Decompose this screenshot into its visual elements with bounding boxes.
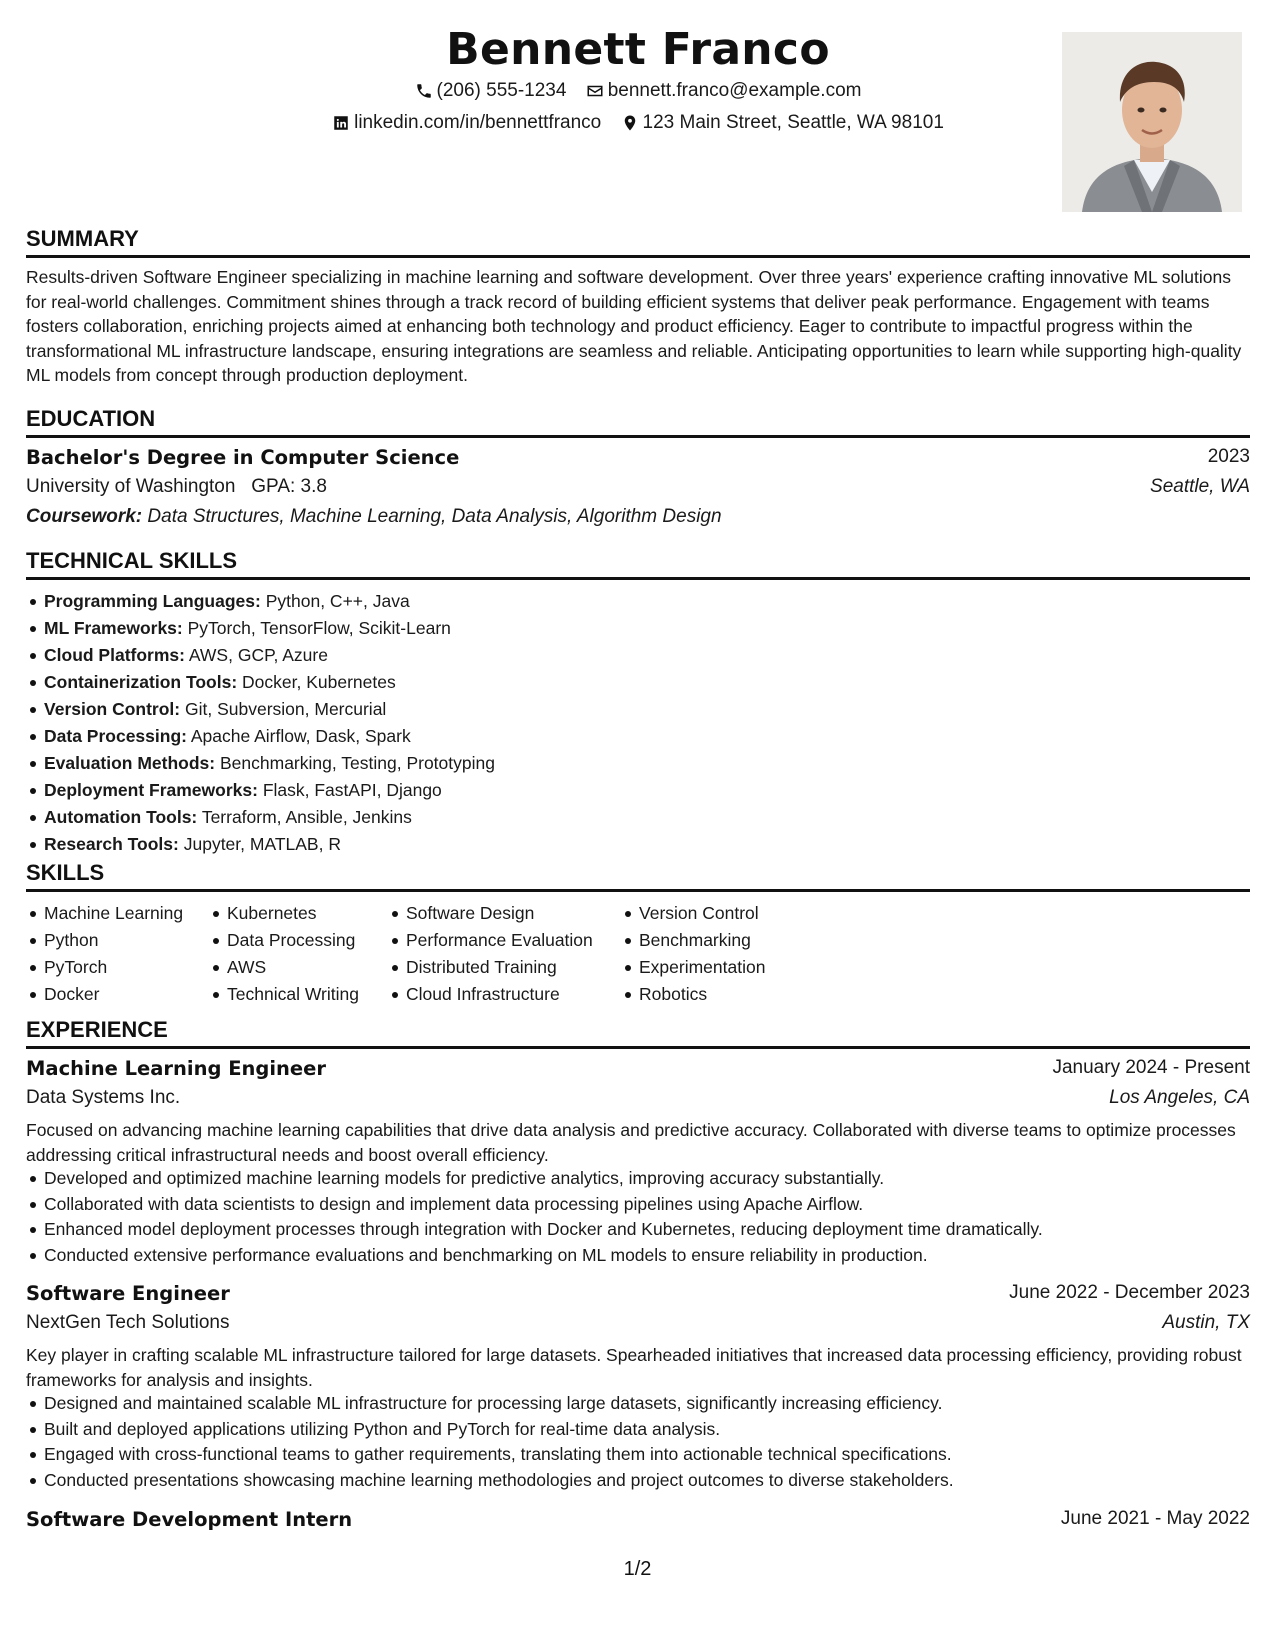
job-1-summary: Focused on advancing machine learning capabilities that drive data analysis and predictive accuracy. Collaborated with diverse teams to optimize processes addressing critical infrastructural needs and boost overall efficiency. <box>26 1120 1236 1165</box>
graduation-year: 2023 <box>1207 446 1250 467</box>
skills-heading: SKILLS <box>26 860 1250 892</box>
coursework-line <box>26 506 722 528</box>
list-item: Cloud Platforms: AWS, GCP, Azure <box>44 642 1250 669</box>
list-item: Evaluation Methods: Benchmarking, Testing, Prototyping <box>44 750 1250 777</box>
job-2-company-row <box>26 1312 1250 1342</box>
linkedin-contact[interactable] <box>332 112 601 134</box>
technical-skills-heading: TECHNICAL SKILLS <box>26 548 1250 580</box>
list-item: Conducted extensive performance evaluations and benchmarking on ML models to ensure reliability in production. <box>44 1243 1250 1269</box>
phone-number: (206) 555-1234 <box>436 80 567 101</box>
address-contact <box>621 112 944 134</box>
job-2-summary: Key player in crafting scalable ML infrastructure tailored for large datasets. Spearheaded initiatives that increased data processing efficiency, providing robust frameworks for analysis and insights. <box>26 1345 1242 1390</box>
list-item: Data Processing <box>227 927 359 954</box>
email-contact[interactable] <box>586 80 862 102</box>
school-line <box>26 476 327 498</box>
company-name: NextGen Tech Solutions <box>26 1312 230 1333</box>
job-3-title-row <box>26 1508 1250 1538</box>
list-item: Automation Tools: Terraform, Ansible, Jenkins <box>44 804 1250 831</box>
list-item: Docker <box>44 981 183 1008</box>
coursework-label: Coursework: <box>26 506 143 527</box>
list-item: Distributed Training <box>406 954 593 981</box>
list-item: Benchmarking <box>639 927 765 954</box>
coursework-list: Data Structures, Machine Learning, Data Analysis, Algorithm Design <box>147 506 722 527</box>
degree-name: Bachelor's Degree in Computer Science <box>26 446 460 469</box>
list-item: Developed and optimized machine learning models for predictive analytics, improving accuracy substantially. <box>44 1166 1250 1192</box>
phone-contact <box>415 80 567 102</box>
job-1-bullets <box>26 1166 1250 1268</box>
page-number: 1/2 <box>623 1558 652 1580</box>
summary-text: Results-driven Software Engineer specializing in machine learning and software development. Over three years' experience crafting innovative ML solutions for real-world challenges. Commitment shines through a track record of building efficient systems that deliver peak performance. Engagement with teams fosters collaboration, enriching projects aimed at enhancing both technology and product efficiency. Eager to contribute to impactful progress within the transformational ML infrastructure landscape, ensuring integrations are seamless and reliable. Anticipating opportunities to learn while supporting high-quality ML models from concept through production deployment. <box>26 267 1242 385</box>
list-item: AWS <box>227 954 359 981</box>
job-title: Software Development Intern <box>26 1508 353 1531</box>
list-item: Kubernetes <box>227 900 359 927</box>
list-item: ML Frameworks: PyTorch, TensorFlow, Scikit-Learn <box>44 615 1250 642</box>
experience-heading: EXPERIENCE <box>26 1017 1250 1049</box>
list-item: Collaborated with data scientists to design and implement data processing pipelines using Apache Airflow. <box>44 1192 1250 1218</box>
envelope-icon <box>586 82 604 100</box>
list-item: Python <box>44 927 183 954</box>
job-title: Software Engineer <box>26 1282 230 1305</box>
resume-header <box>26 20 1250 220</box>
list-item: Deployment Frameworks: Flask, FastAPI, Django <box>44 777 1250 804</box>
company-name: Data Systems Inc. <box>26 1087 181 1108</box>
education-school-row <box>26 476 1250 506</box>
gpa: GPA: 3.8 <box>251 476 327 497</box>
profile-photo <box>1062 32 1242 212</box>
skills-grid <box>26 900 1250 1010</box>
list-item: Version Control: Git, Subversion, Mercurial <box>44 696 1250 723</box>
candidate-name: Bennett Franco <box>446 24 830 75</box>
job-location: Los Angeles, CA <box>1109 1087 1250 1108</box>
location-pin-icon <box>621 114 639 132</box>
resume-page <box>26 0 1250 1650</box>
job-dates: January 2024 - Present <box>1052 1057 1250 1078</box>
list-item: Containerization Tools: Docker, Kubernetes <box>44 669 1250 696</box>
school-location: Seattle, WA <box>1150 476 1250 497</box>
linkedin-url: linkedin.com/in/bennettfranco <box>354 112 602 133</box>
school-name: University of Washington <box>26 476 236 497</box>
skills-column-4 <box>621 900 765 1008</box>
list-item: Cloud Infrastructure <box>406 981 593 1008</box>
list-item: Enhanced model deployment processes through integration with Docker and Kubernetes, reducing deployment time dramatically. <box>44 1217 1250 1243</box>
list-item: Experimentation <box>639 954 765 981</box>
job-dates: June 2022 - December 2023 <box>1009 1282 1250 1303</box>
job-title: Machine Learning Engineer <box>26 1057 327 1080</box>
list-item: Software Design <box>406 900 593 927</box>
list-item: PyTorch <box>44 954 183 981</box>
education-heading: EDUCATION <box>26 406 1250 438</box>
job-1-company-row <box>26 1087 1250 1117</box>
skills-column-1 <box>26 900 183 1008</box>
technical-skills-list <box>26 588 1250 858</box>
street-address: 123 Main Street, Seattle, WA 98101 <box>642 112 944 133</box>
skills-column-2 <box>209 900 359 1008</box>
list-item: Research Tools: Jupyter, MATLAB, R <box>44 831 1250 858</box>
linkedin-icon <box>332 114 350 132</box>
job-2-title-row <box>26 1282 1250 1312</box>
list-item: Programming Languages: Python, C++, Java <box>44 588 1250 615</box>
job-dates: June 2021 - May 2022 <box>1060 1508 1250 1529</box>
summary-heading: SUMMARY <box>26 226 1250 258</box>
job-location: Austin, TX <box>1162 1312 1250 1333</box>
list-item: Version Control <box>639 900 765 927</box>
list-item: Technical Writing <box>227 981 359 1008</box>
list-item: Performance Evaluation <box>406 927 593 954</box>
skills-column-3 <box>388 900 593 1008</box>
phone-icon <box>415 82 433 100</box>
list-item: Conducted presentations showcasing machine learning methodologies and project outcomes to diverse stakeholders. <box>44 1468 1250 1494</box>
list-item: Built and deployed applications utilizing Python and PyTorch for real-time data analysis. <box>44 1417 1250 1443</box>
email-address: bennett.franco@example.com <box>607 80 862 101</box>
list-item: Engaged with cross-functional teams to gather requirements, translating them into actionable technical specifications. <box>44 1442 1250 1468</box>
education-degree-row <box>26 446 1250 476</box>
job-1-title-row <box>26 1057 1250 1087</box>
list-item: Data Processing: Apache Airflow, Dask, Spark <box>44 723 1250 750</box>
job-2-bullets <box>26 1391 1250 1493</box>
list-item: Designed and maintained scalable ML infrastructure for processing large datasets, significantly increasing efficiency. <box>44 1391 1250 1417</box>
list-item: Machine Learning <box>44 900 183 927</box>
list-item: Robotics <box>639 981 765 1008</box>
